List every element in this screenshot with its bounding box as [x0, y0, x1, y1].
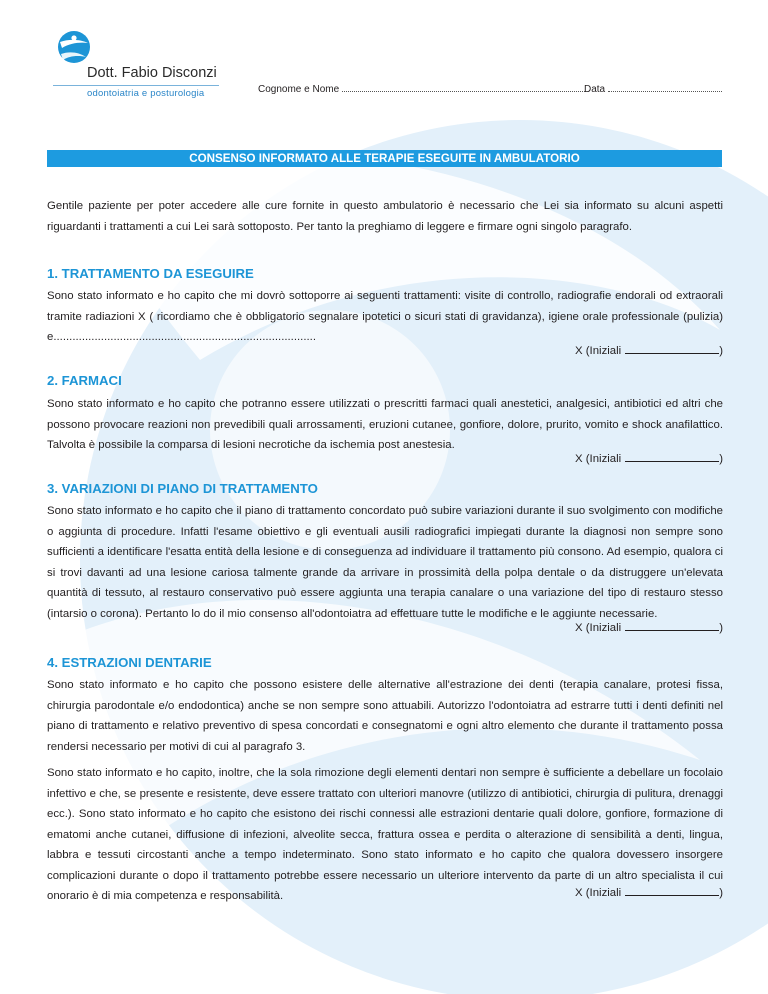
section-title: 1. TRATTAMENTO DA ESEGUIRE — [47, 266, 254, 281]
section-paragraph: Sono stato informato e ho capito, inoltre, che la sola rimozione degli elementi dentari non sempre è sufficiente a debellare un focolaio infettivo e che, se presente e resistente, deve essere trattato con ulteriori manovre (utilizzo di antibiotici, chirurgia di pulitura, drenaggi ecc.). Sono stato informato e ho capito che esistono dei rischi connessi alle estrazioni dentarie quali dolore, gonfiore, formazione di ematomi anche cutanei, diffusione di infezioni, alveolite secca, frattura ossea e perdita o alterazione di sensibilità a denti, lingua, labbra e tessuti circostanti anche a tempo indeterminato. Sono stato informato e ho capito che qualora dovessero insorgere complicazioni durante o dopo il trattamento potrebbe essere necessario un ulteriore intervento da parte di un altro specialista il cui onorario è di mia competenza e responsabilità. — [47, 767, 723, 902]
initials-line[interactable] — [625, 341, 719, 354]
intro-paragraph: Gentile paziente per poter accedere alle cure fornite in questo ambulatorio è necessario che Lei sia informato su alcuni aspetti riguardanti i trattamenti a cui Lei sarà sottoposto. Per tanto la preghiamo di leggere e firmare ogni singolo paragrafo. — [47, 200, 723, 233]
initials-field[interactable]: X (Iniziali ) — [575, 618, 723, 639]
section-paragraph: Sono stato informato e ho capito che possono esistere delle alternative all'estrazione dei denti (terapia canalare, protesi fissa, chirurgia parodontale e/o endodontica) anche se non sempre sono attuabili. Autorizzo l'odontoiatra ad estrarre tutti i denti definiti nel piano di trattamento e relativo preventivo di spesa concordati e consegnatomi e ogni altro elemento che durante il trattamento possa rendersi necessario per motivi di cui al paragrafo 3. — [47, 679, 723, 753]
logo-subtitle: odontoiatria e posturologia — [87, 88, 205, 99]
initials-line[interactable] — [625, 618, 719, 631]
initials-line[interactable] — [625, 449, 719, 462]
initials-line[interactable] — [625, 883, 719, 896]
initials-field[interactable]: X (Iniziali ) — [575, 341, 723, 362]
date-label: Data — [584, 84, 606, 95]
section-paragraph: Sono stato informato e ho capito che potranno essere utilizzati o prescritti farmaci quali anestetici, analgesici, antibiotici ed altri che possono provocare reazioni non prevedibili quali arrossamenti, eruzioni cutanee, gonfiore, dolore, prurito, vomito e shock anafilattico. Talvolta è possibile la comparsa di lesioni necrotiche da ischemia post anestesia. — [47, 398, 723, 451]
initials-label: X (Iniziali — [574, 887, 622, 899]
section-title: 4. ESTRAZIONI DENTARIE — [47, 655, 212, 670]
document-title: CONSENSO INFORMATO ALLE TERAPIE ESEGUITE IN AMBULATORIO — [47, 150, 722, 167]
name-dotted-line[interactable] — [342, 82, 585, 92]
initials-label: X (Iniziali — [574, 345, 622, 357]
date-field[interactable] — [584, 82, 722, 95]
logo-icon — [51, 30, 97, 64]
logo-name: Dott. Fabio Disconzi — [87, 65, 217, 81]
section-paragraph: Sono stato informato e ho capito che il piano di trattamento concordato può subire variazioni durante il suo svolgimento con modifiche o aggiunta di procedure. Infatti l'esame obiettivo e gli eventuali ausili radiografici impiegati durante la diagnosi non sempre sono sufficienti a identificare l'esatta entità della lesione e di conseguenza ad individuare il trattamento più consono. Ad esempio, qualora ci si trovi davanti ad una lesione cariosa talmente grande da arrivare in prossimità della polpa dentale o da distruggere un'elevata quantità di tessuto, al restauro conservativo può essere aggiunta una terapia canalare o una variazione del tipo di restauro stesso (intarsio o corona). Pertanto lo do il mio consenso all'odontoiatra ad effettuare tutte le modifiche e le aggiunte necessarie. — [47, 505, 723, 620]
name-field[interactable] — [258, 82, 585, 95]
section-title: 2. FARMACI — [47, 373, 122, 388]
section-paragraph: Sono stato informato e ho capito che mi dovrò sottoporre ai seguenti trattamenti: visite di controllo, radiografie endorali od extraorali tramite radiazioni X ( ricordiamo che è obbligatorio segnalare ipotetici o sicuri stati di gravidanza), igiene orale professionale (pulizia) e................................................................................... — [47, 290, 723, 343]
initials-label: X (Iniziali — [574, 453, 622, 465]
section-title: 3. VARIAZIONI DI PIANO DI TRATTAMENTO — [47, 481, 318, 496]
date-dotted-line[interactable] — [608, 82, 722, 92]
name-label: Cognome e Nome — [258, 84, 340, 95]
initials-label: X (Iniziali — [574, 622, 622, 634]
logo — [47, 30, 227, 100]
initials-field[interactable]: X (Iniziali ) — [575, 883, 723, 904]
logo-divider — [53, 85, 219, 86]
initials-field[interactable]: X (Iniziali ) — [575, 449, 723, 470]
